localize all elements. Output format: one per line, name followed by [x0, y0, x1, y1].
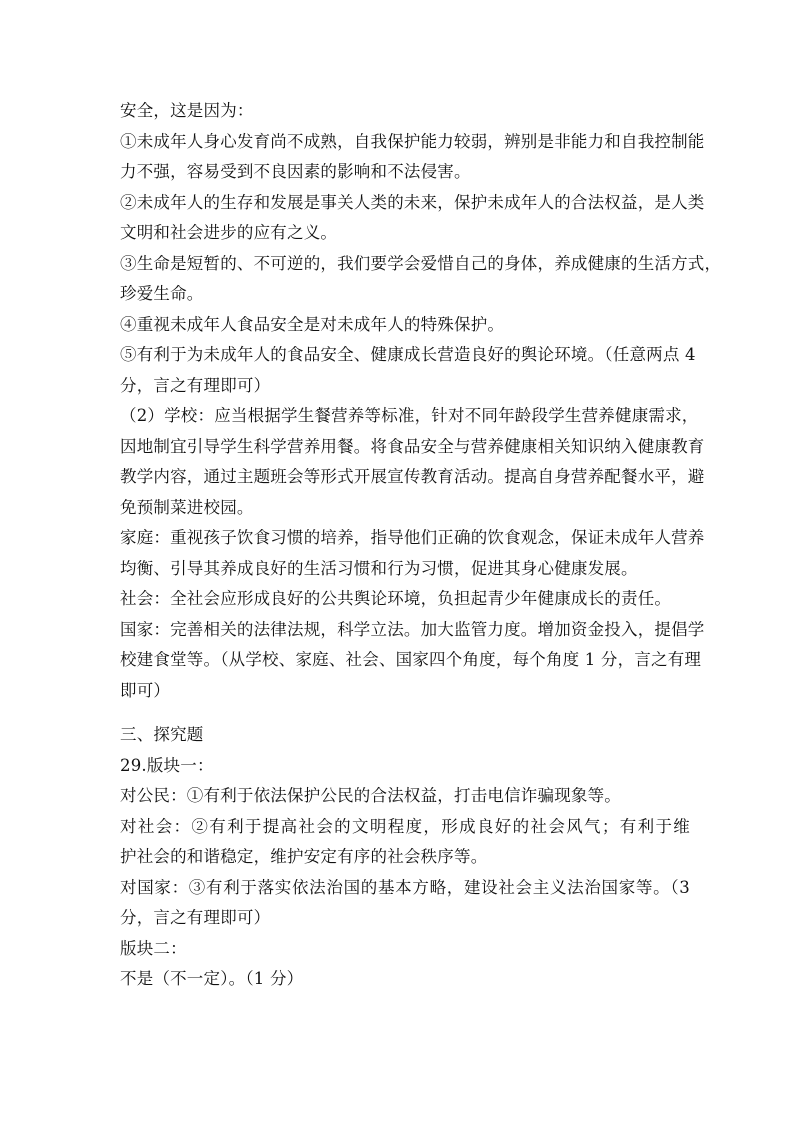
section-heading: 三、探究题 — [120, 725, 204, 744]
text-line: 教学内容，通过主题班会等形式开展宣传教育活动。提高自身营养配餐水平，避 — [120, 467, 705, 486]
text-line: 对公民：①有利于依法保护公民的合法权益，打击电信诈骗现象等。 — [120, 786, 621, 805]
text-line: 珍爱生命。 — [120, 284, 204, 303]
text-line: 文明和社会进步的应有之义。 — [120, 223, 338, 242]
text-line: ⑤有利于为未成年人的食品安全、健康成长营造良好的舆论环境。（任意两点 4 — [120, 345, 696, 364]
text-line: 对社会：②有利于提高社会的文明程度，形成良好的社会风气；有利于维 — [120, 816, 690, 836]
text-line: ④重视未成年人食品安全是对未成年人的特殊保护。 — [120, 314, 505, 334]
text-line: 分，言之有理即可） — [120, 908, 271, 927]
question-label: 29.版块一： — [120, 755, 214, 775]
text-line: 免预制菜进校园。 — [120, 497, 254, 517]
text-line: 分，言之有理即可） — [120, 375, 271, 395]
text-line: ③生命是短暂的、不可逆的，我们要学会爱惜自己的身体，养成健康的生活方式， — [120, 253, 722, 273]
document-page — [120, 96, 722, 995]
text-line: 护社会的和谐稳定，维护安定有序的社会秩序等。 — [120, 847, 488, 866]
text-line: 均衡、引导其养成良好的生活习惯和行为习惯，促进其身心健康发展。 — [120, 558, 638, 578]
text-line: 因地制宜引导学生科学营养用餐。将食品安全与营养健康相关知识纳入健康教育 — [120, 436, 705, 456]
text-line: 即可） — [120, 680, 171, 700]
text-line: 对国家：③有利于落实依法治国的基本方略，建设社会主义法治国家等。（3 — [120, 877, 690, 897]
text-line: ②未成年人的生存和发展是事关人类的未来，保护未成年人的合法权益，是人类 — [120, 192, 705, 212]
text-line: 安全，这是因为： — [120, 101, 254, 120]
text-line: 社会：全社会应形成良好的公共舆论环境，负担起青少年健康成长的责任。 — [120, 589, 672, 608]
section-gap — [120, 706, 690, 720]
text-line: 力不强，容易受到不良因素的影响和不法侵害。 — [120, 162, 471, 181]
text-line: 不是（不一定）。（1 分） — [120, 969, 304, 988]
answer-section-1 — [120, 96, 722, 706]
text-line: 校建食堂等。（从学校、家庭、社会、国家四个角度，每个角度 1 分，言之有理 — [120, 650, 702, 669]
answer-section-2 — [120, 720, 690, 995]
question-label: 版块二： — [120, 938, 187, 958]
text-line: 国家：完善相关的法律法规，科学立法。加大监管力度。增加资金投入，提倡学 — [120, 619, 705, 639]
text-line: ①未成年人身心发育尚不成熟，自我保护能力较弱，辨别是非能力和自我控制能 — [120, 131, 705, 151]
text-line: （2）学校：应当根据学生餐营养等标准，针对不同年龄段学生营养健康需求， — [120, 406, 699, 425]
text-line: 家庭：重视孩子饮食习惯的培养，指导他们正确的饮食观念，保证未成年人营养 — [120, 528, 705, 547]
